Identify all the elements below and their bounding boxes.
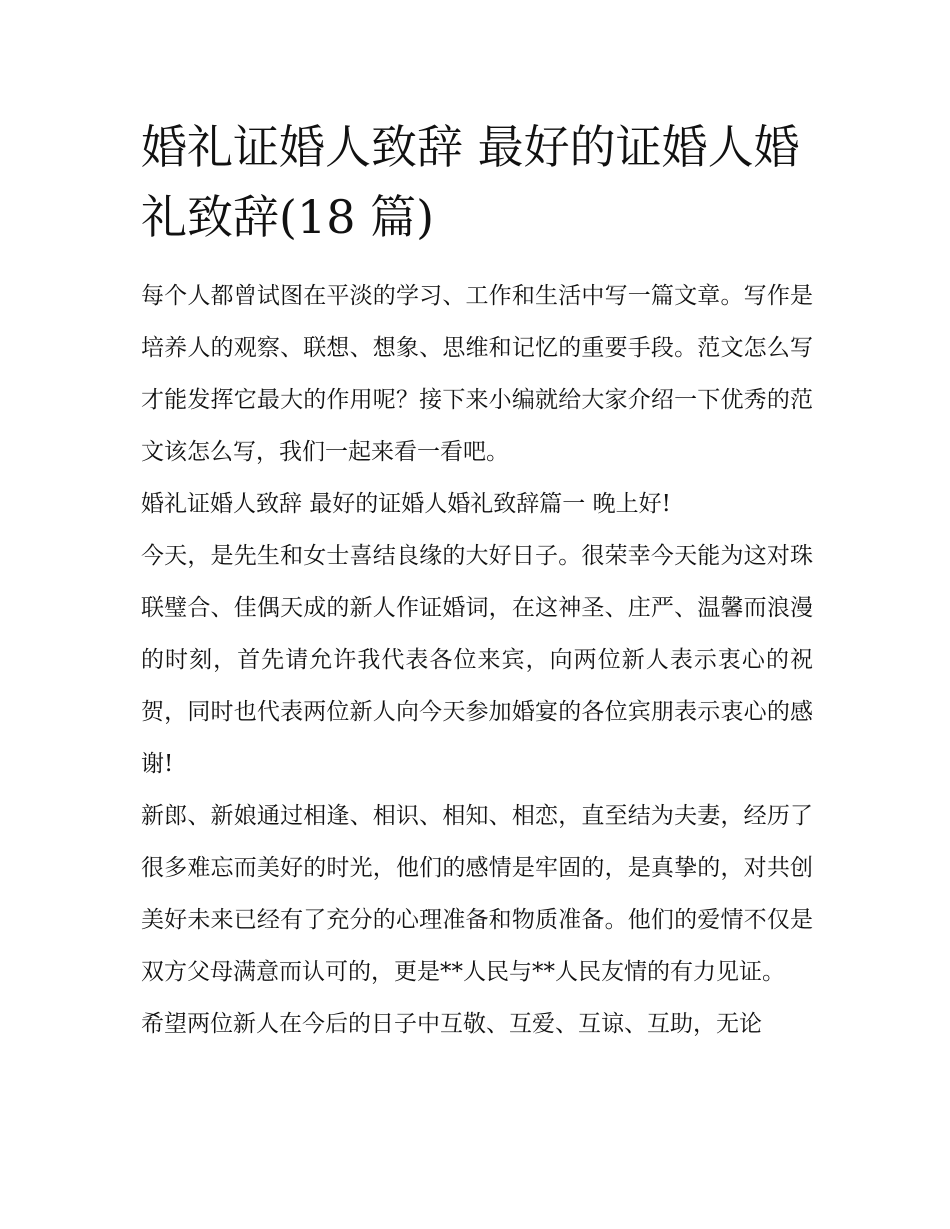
- intro-paragraph: 每个人都曾试图在平淡的学习、工作和生活中写一篇文章。写作是培养人的观察、联想、想象、思维和记忆的重要手段。范文怎么写才能发挥它最大的作用呢？接下来小编就给大家介绍一下优秀的范文该怎么写，我们一起来看一看吧。: [141, 283, 813, 465]
- body-paragraph-1: 今天，是先生和女士喜结良缘的大好日子。很荣幸今天能为这对珠联璧合、佳偶天成的新人作证婚词，在这神圣、庄严、温馨而浪漫的时刻，首先请允许我代表各位来宾，向两位新人表示衷心的祝贺，同时也代表两位新人向今天参加婚宴的各位宾朋表示衷心的感谢!: [141, 543, 813, 777]
- section-heading: 婚礼证婚人致辞 最好的证婚人婚礼致辞篇一 晚上好!: [141, 491, 671, 517]
- body-paragraph-2: 新郎、新娘通过相逢、相识、相知、相恋，直至结为夫妻，经历了很多难忘而美好的时光，他们的感情是牢固的，是真挚的，对共创美好未来已经有了充分的心理准备和物质准备。他们的爱情不仅是双方父母满意而认可的，更是**人民与**人民友情的有力见证。: [141, 803, 813, 985]
- body-paragraph-3: 希望两位新人在今后的日子中互敬、互爱、互谅、互助，无论: [141, 1011, 762, 1037]
- document-page: [141, 112, 813, 1050]
- document-title: 婚礼证婚人致辞 最好的证婚人婚礼致辞(18 篇): [141, 120, 800, 244]
